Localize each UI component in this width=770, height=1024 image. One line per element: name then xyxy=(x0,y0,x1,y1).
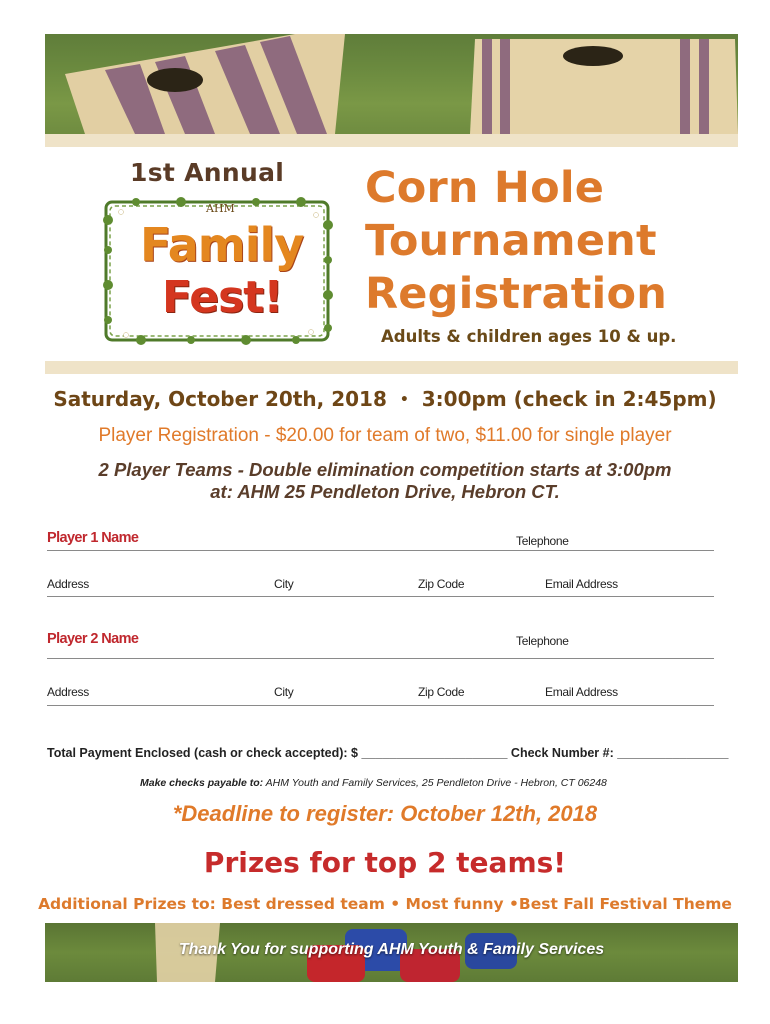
info-divider-band xyxy=(45,361,738,374)
family-word: Family xyxy=(140,218,304,272)
payable-value: AHM Youth and Family Services, 25 Pendleton Drive - Hebron, CT 06248 xyxy=(263,777,607,789)
thank-you-message: Thank You for supporting AHM Youth & Family Services xyxy=(178,941,605,958)
age-requirement: Adults & children ages 10 & up. xyxy=(381,327,677,346)
player2-zip-field[interactable]: Zip Code xyxy=(418,685,465,699)
player1-address-line xyxy=(47,596,714,597)
player2-email-field[interactable]: Email Address xyxy=(545,685,618,699)
payable-label: Make checks payable to: xyxy=(140,777,264,789)
event-date: Saturday, October 20th, 2018 xyxy=(53,387,387,411)
payment-enclosed-field[interactable]: Total Payment Enclosed (cash or check accepted): $ _____________________ Check Number #: ________________ xyxy=(47,746,729,760)
player2-telephone-field[interactable]: Telephone xyxy=(516,634,569,648)
fest-word: Fest! xyxy=(162,272,283,323)
title-line-1: Corn Hole xyxy=(365,163,605,213)
prizes-heading: Prizes for top 2 teams! xyxy=(203,846,567,879)
player1-name-field[interactable]: Player 1 Name xyxy=(47,530,139,546)
registration-fee: Player Registration - $20.00 for team of two, $11.00 for single player xyxy=(98,425,672,446)
additional-prizes: Additional Prizes to: Best dressed team • Most funny •Best Fall Festival Theme xyxy=(38,895,732,913)
registration-deadline: *Deadline to register: October 12th, 2018 xyxy=(172,801,598,826)
player2-name-field[interactable]: Player 2 Name xyxy=(47,631,139,647)
family-fest-logo xyxy=(96,190,342,352)
annual-label: 1st Annual xyxy=(130,158,285,187)
page-title xyxy=(365,162,667,321)
cornhole-boards-illustration xyxy=(45,34,738,134)
teams-line-2: at: AHM 25 Pendleton Drive, Hebron CT. xyxy=(210,481,560,502)
header-divider-band xyxy=(45,134,738,147)
player1-city-field[interactable]: City xyxy=(274,577,294,591)
player1-address-field[interactable]: Address xyxy=(47,577,89,591)
cornhole-boards-photo xyxy=(45,34,738,134)
player2-name-line xyxy=(47,658,714,659)
title-line-2: Tournament xyxy=(365,216,657,266)
teams-line-1: 2 Player Teams - Double elimination competition starts at 3:00pm xyxy=(98,459,672,480)
footer-photo-banner xyxy=(45,923,738,982)
player1-name-line xyxy=(47,550,714,551)
competition-details xyxy=(0,459,770,503)
title-line-3: Registration xyxy=(365,269,668,319)
player2-address-line xyxy=(47,705,714,706)
ahm-brand-text: AHM xyxy=(206,202,235,215)
player2-city-field[interactable]: City xyxy=(274,685,294,699)
player2-address-field[interactable]: Address xyxy=(47,685,89,699)
event-time: 3:00pm (check in 2:45pm) xyxy=(421,387,717,411)
event-date-time xyxy=(0,387,770,411)
payable-note xyxy=(140,777,607,789)
bullet-separator: • xyxy=(399,392,409,408)
player1-email-field[interactable]: Email Address xyxy=(545,577,618,591)
player1-telephone-field[interactable]: Telephone xyxy=(516,534,569,548)
player1-zip-field[interactable]: Zip Code xyxy=(418,577,465,591)
